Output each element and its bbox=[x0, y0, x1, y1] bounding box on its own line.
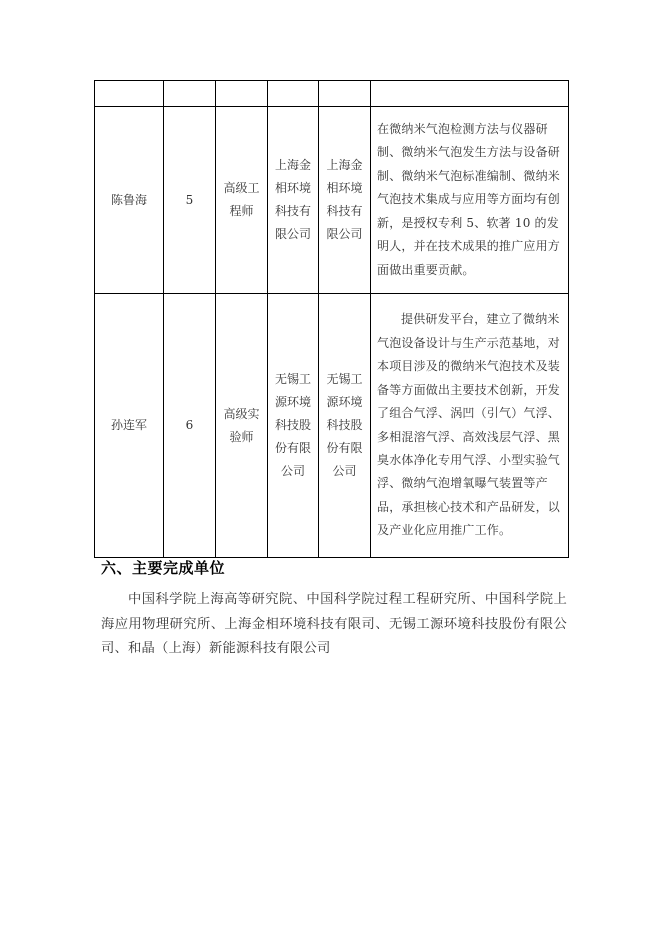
rank-value: 5 bbox=[185, 192, 194, 207]
contribution-text: 提供研发平台，建立了微纳米气泡设备设计与生产示范基地，对本项目涉及的微纳米气泡技术及装备等方面做出主要技术创新，开发了组合气浮、涡凹（引气）气浮、多相混溶气浮、高效浅层气浮、黑臭水体净化专用气浮、小型实验气浮、微纳气泡增氧曝气装置等产品，承担核心技术和产品研发，以及产业化应用推广工作。 bbox=[377, 312, 561, 538]
contribution-cell bbox=[371, 107, 569, 294]
rank-value: 6 bbox=[185, 418, 194, 432]
completing-unit-cell bbox=[319, 107, 371, 294]
work-unit-cell bbox=[268, 81, 319, 107]
contributors-table bbox=[94, 80, 569, 558]
job-title: 高级实验师 bbox=[223, 406, 260, 444]
title-cell bbox=[216, 107, 268, 294]
title-cell bbox=[216, 81, 268, 107]
rank-cell bbox=[164, 107, 216, 294]
contribution-cell bbox=[371, 81, 569, 107]
completing-unit-cell bbox=[319, 294, 371, 558]
table-row bbox=[95, 294, 569, 558]
section-body: 中国科学院上海高等研究院、中国科学院过程工程研究所、中国科学院上海应用物理研究所、上海金相环境科技有限司、无锡工源环境科技股份有限公司、和晶（上海）新能源科技有限公司 bbox=[101, 592, 567, 657]
completing-unit-cell bbox=[319, 81, 371, 107]
job-title: 高级工程师 bbox=[223, 181, 260, 218]
work-unit: 上海金相环境科技有限公司 bbox=[274, 158, 311, 241]
work-unit: 无锡工源环境科技股份有限公司 bbox=[274, 372, 311, 478]
rank-cell bbox=[164, 81, 216, 107]
completing-unit: 无锡工源环境科技股份有限公司 bbox=[326, 372, 363, 478]
name-cell bbox=[95, 81, 164, 107]
rank-cell bbox=[164, 294, 216, 558]
person-name: 孙连军 bbox=[110, 418, 147, 432]
name-cell bbox=[95, 107, 164, 294]
name-cell bbox=[95, 294, 164, 558]
section-heading: 六、主要完成单位 bbox=[101, 559, 226, 577]
title-cell bbox=[216, 294, 268, 558]
contribution-text: 在微纳米气泡检测方法与仪器研制、微纳米气泡发生方法与设备研制、微纳米气泡标准编制、微纳米气泡技术集成与应用等方面均有创新，是授权专利 5、软著 10 的发明人，并在技术成果的推广应用方面做出重要贡献。 bbox=[377, 122, 561, 277]
table-row bbox=[95, 81, 569, 107]
contribution-cell bbox=[371, 294, 569, 558]
person-name: 陈鲁海 bbox=[110, 192, 147, 207]
completing-unit: 上海金相环境科技有限公司 bbox=[326, 158, 363, 241]
work-unit-cell bbox=[268, 107, 319, 294]
work-unit-cell bbox=[268, 294, 319, 558]
table-row bbox=[95, 107, 569, 294]
